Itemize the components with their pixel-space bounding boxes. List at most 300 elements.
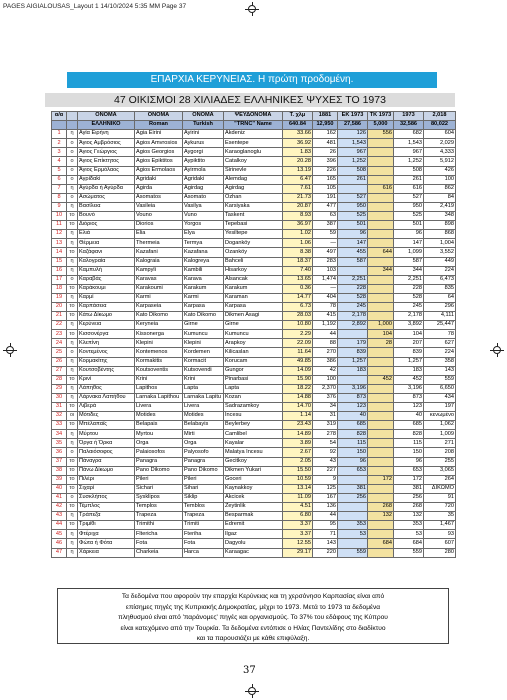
table-cell: 14.77 xyxy=(283,293,313,302)
table-cell: Kutsovendi xyxy=(183,366,224,375)
table-cell: Kilicaslan xyxy=(224,348,283,357)
column-subheader: 640.84 xyxy=(283,121,313,130)
table-cell: Τράπεζα xyxy=(78,512,135,521)
table-cell: Μότιδες xyxy=(78,412,135,421)
table-cell: 245 xyxy=(394,302,424,311)
table-cell xyxy=(368,430,394,439)
table-subheader-row xyxy=(52,121,456,130)
table-cell: 42 xyxy=(52,503,67,512)
table-cell: 8.38 xyxy=(283,248,313,257)
table-cell: 54 xyxy=(313,439,338,448)
table-cell: 319 xyxy=(313,421,338,430)
table-cell: 53 xyxy=(394,530,424,539)
column-header: ΟΝΟΜΑ xyxy=(135,112,183,121)
table-cell: το xyxy=(67,475,78,484)
table-cell: Λάπηθος xyxy=(78,384,135,393)
table-cell: Sadrazamkoy xyxy=(224,403,283,412)
table-cell: 42 xyxy=(313,366,338,375)
table-cell: 11 xyxy=(52,221,67,230)
table-cell: 950 xyxy=(394,202,424,211)
table-cell: Vouno xyxy=(135,212,183,221)
table-row xyxy=(52,212,456,221)
table-cell: 255 xyxy=(424,457,456,466)
table-cell: η xyxy=(67,393,78,402)
table-cell: Vuno xyxy=(183,212,224,221)
table-cell: Τριμίθι xyxy=(78,521,135,530)
table-cell: 278 xyxy=(313,430,338,439)
table-row xyxy=(52,421,456,430)
table-cell: — xyxy=(313,239,338,248)
table-cell: η xyxy=(67,230,78,239)
table-row xyxy=(52,530,456,539)
table-cell: Καζάφανι xyxy=(78,248,135,257)
table-cell: Klepini xyxy=(183,339,224,348)
table-cell: η xyxy=(67,530,78,539)
table-cell: Kato Dikomo xyxy=(135,312,183,321)
table-cell: Yorgos xyxy=(183,221,224,230)
table-cell: το xyxy=(67,466,78,475)
table-cell: 15.50 xyxy=(283,466,313,475)
table-cell: 3,892 xyxy=(394,321,424,330)
table-row xyxy=(52,448,456,457)
table-cell: 13 xyxy=(52,239,67,248)
table-cell: 6 xyxy=(52,175,67,184)
table-cell: Larnaka Lapitu xyxy=(183,393,224,402)
table-row xyxy=(52,375,456,384)
table-cell: 22.09 xyxy=(283,339,313,348)
table-cell: το xyxy=(67,212,78,221)
table-cell: Trimiti xyxy=(183,521,224,530)
table-cell: 2.05 xyxy=(283,457,313,466)
table-cell: ο xyxy=(67,493,78,502)
table-cell: Asomatos xyxy=(135,193,183,202)
table-cell: Lapithos xyxy=(135,384,183,393)
table-cell: 376 xyxy=(313,393,338,402)
table-cell: 1,252 xyxy=(338,157,368,166)
table-cell: 33 xyxy=(52,421,67,430)
table-cell: 1,474 xyxy=(313,275,338,284)
table-cell: 28.03 xyxy=(283,312,313,321)
table-cell: Akdeniz xyxy=(224,130,283,139)
table-cell: 967 xyxy=(338,148,368,157)
table-cell: 7.40 xyxy=(283,266,313,275)
table-cell: 125 xyxy=(313,484,338,493)
table-cell: 167 xyxy=(313,493,338,502)
table-cell: Dagyolu xyxy=(224,539,283,548)
table-cell: 3.37 xyxy=(283,521,313,530)
table-cell: Συσκλήπος xyxy=(78,493,135,502)
table-cell: κενωμένο xyxy=(424,412,456,421)
column-subheader xyxy=(52,121,67,130)
table-cell: η xyxy=(67,184,78,193)
table-cell: Myrtou xyxy=(135,430,183,439)
table-cell: Karaagac xyxy=(224,548,283,557)
table-cell: 898 xyxy=(424,221,456,230)
table-row xyxy=(52,548,456,557)
table-cell: Larnaka Lapithou xyxy=(135,393,183,402)
table-cell: 40 xyxy=(52,484,67,493)
table-cell: Kazafani xyxy=(135,248,183,257)
table-cell: 43 xyxy=(52,512,67,521)
table-cell: 261 xyxy=(338,175,368,184)
table-cell: Άγιος Επίκτητος xyxy=(78,157,135,166)
table-cell: 381 xyxy=(338,484,368,493)
table-cell: Sichari xyxy=(135,484,183,493)
table-cell: το xyxy=(67,221,78,230)
table-cell: Klepini xyxy=(135,339,183,348)
column-subheader: 27,586 xyxy=(338,121,368,130)
table-cell: Bahceli xyxy=(224,257,283,266)
table-cell: Κερύνεια xyxy=(78,321,135,330)
table-cell: Ελιά xyxy=(78,230,135,239)
table-cell: Kalograia xyxy=(135,257,183,266)
table-cell: Καραβάς xyxy=(78,275,135,284)
table-cell: 14 xyxy=(52,248,67,257)
table-cell: 220 xyxy=(313,548,338,557)
table-cell: Panagra xyxy=(135,457,183,466)
table-cell: Kalogreya xyxy=(183,257,224,266)
table-cell: 3.37 xyxy=(283,530,313,539)
table-cell: 27 xyxy=(52,366,67,375)
table-cell: Kissonerga xyxy=(135,330,183,339)
table-cell: 404 xyxy=(313,293,338,302)
table-cell: 16 xyxy=(52,266,67,275)
table-row xyxy=(52,230,456,239)
table-row xyxy=(52,512,456,521)
table-cell: 4,333 xyxy=(424,148,456,157)
table-cell: 15 xyxy=(52,257,67,266)
table-cell: 525 xyxy=(394,212,424,221)
table-cell: 434 xyxy=(424,393,456,402)
table-cell: Kazafana xyxy=(183,248,224,257)
table-cell: 19 xyxy=(52,293,67,302)
table-cell: 5 xyxy=(52,166,67,175)
table-cell: 873 xyxy=(394,393,424,402)
table-cell: Πιλέρι xyxy=(78,475,135,484)
table-cell: 1.83 xyxy=(283,148,313,157)
table-cell: 115 xyxy=(394,439,424,448)
table-row xyxy=(52,539,456,548)
table-cell: 2,178 xyxy=(338,312,368,321)
table-cell: 96 xyxy=(394,230,424,239)
column-subheader: Turkish xyxy=(183,121,224,130)
table-cell: 31 xyxy=(52,403,67,412)
table-cell: Φώτα ή Φότα xyxy=(78,539,135,548)
table-cell: 227 xyxy=(313,466,338,475)
footnote-box xyxy=(57,588,449,644)
table-row xyxy=(52,321,456,330)
table-cell: Malatya Incesu xyxy=(224,448,283,457)
table-cell: Koutsoventis xyxy=(135,366,183,375)
table-cell: Elia xyxy=(135,230,183,239)
table-cell: Kormacit xyxy=(183,357,224,366)
table-cell: Goceri xyxy=(224,475,283,484)
table-row xyxy=(52,257,456,266)
table-cell: 172 xyxy=(368,475,394,484)
table-cell: 415 xyxy=(313,312,338,321)
table-cell: Ozanköy xyxy=(224,248,283,257)
table-row xyxy=(52,248,456,257)
table-cell: 10 xyxy=(52,212,67,221)
table-cell: 84 xyxy=(424,193,456,202)
table-cell: 40 xyxy=(338,412,368,421)
table-cell: 6.47 xyxy=(283,175,313,184)
table-cell: 78 xyxy=(313,302,338,311)
table-cell xyxy=(368,484,394,493)
table-cell: 147 xyxy=(394,239,424,248)
table-cell: 270 xyxy=(313,348,338,357)
table-cell: 104 xyxy=(394,330,424,339)
table-cell: 183 xyxy=(394,366,424,375)
table-cell: 3,552 xyxy=(424,248,456,257)
table-cell: 6,473 xyxy=(424,275,456,284)
table-cell: το xyxy=(67,312,78,321)
table-row xyxy=(52,393,456,402)
table-cell: 2,370 xyxy=(313,384,338,393)
table-row xyxy=(52,348,456,357)
table-cell: Κισσονέργα xyxy=(78,330,135,339)
table-row xyxy=(52,384,456,393)
table-cell: 38 xyxy=(52,466,67,475)
table-cell: Motides xyxy=(135,412,183,421)
table-cell: Besparmak xyxy=(224,512,283,521)
table-cell xyxy=(368,175,394,184)
table-row xyxy=(52,503,456,512)
table-cell: 873 xyxy=(338,393,368,402)
table-cell: Karava xyxy=(183,275,224,284)
table-cell: 720 xyxy=(424,503,456,512)
table-cell: Λάρνακα Λαπήθου xyxy=(78,393,135,402)
table-cell: 123 xyxy=(338,403,368,412)
table-cell: Fota xyxy=(135,539,183,548)
table-cell: 559 xyxy=(338,548,368,557)
table-cell: ο xyxy=(67,175,78,184)
table-cell: 2,178 xyxy=(394,312,424,321)
table-cell: το xyxy=(67,521,78,530)
table-cell: 477 xyxy=(313,202,338,211)
table-cell: Λιβερά xyxy=(78,403,135,412)
table-cell: Pano Dikomo xyxy=(183,466,224,475)
table-cell: 10.80 xyxy=(283,321,313,330)
column-header: ΟΝΟΜΑ xyxy=(183,112,224,121)
table-cell: 4 xyxy=(52,157,67,166)
table-cell: Aypiktito xyxy=(183,157,224,166)
table-cell: Karmi xyxy=(135,293,183,302)
table-cell: 105 xyxy=(313,184,338,193)
table-cell: Kordemen xyxy=(183,348,224,357)
table-cell: Agios Georgios xyxy=(135,148,183,157)
table-cell: 256 xyxy=(394,493,424,502)
column-header xyxy=(67,112,78,121)
table-cell: 21 xyxy=(52,312,67,321)
table-cell: 1,009 xyxy=(424,430,456,439)
table-cell: Agirdag xyxy=(183,184,224,193)
table-cell: 179 xyxy=(338,339,368,348)
table-cell: το xyxy=(67,284,78,293)
table-cell: 358 xyxy=(424,357,456,366)
table-cell: Asomato xyxy=(183,193,224,202)
table-cell: 3,196 xyxy=(394,384,424,393)
table-cell: Άγιος Γεώργιος xyxy=(78,148,135,157)
table-cell: 32 xyxy=(52,412,67,421)
table-cell: το xyxy=(67,421,78,430)
table-cell: Livera xyxy=(183,403,224,412)
table-cell: Φτέριχα xyxy=(78,530,135,539)
table-row xyxy=(52,139,456,148)
table-cell: 207 xyxy=(394,339,424,348)
table-cell: 100 xyxy=(313,375,338,384)
table-cell: 2,892 xyxy=(338,321,368,330)
table-cell: το xyxy=(67,302,78,311)
table-cell: 353 xyxy=(338,521,368,530)
table-cell xyxy=(368,221,394,230)
table-cell: 25 xyxy=(52,348,67,357)
table-cell: 44 xyxy=(52,521,67,530)
table-cell: 653 xyxy=(394,466,424,475)
table-cell: 527 xyxy=(394,193,424,202)
table-cell: Kumuncu xyxy=(183,330,224,339)
column-subheader: "TRNC" Name xyxy=(224,121,283,130)
table-cell: η xyxy=(67,130,78,139)
table-cell xyxy=(368,521,394,530)
table-cell: Agridaki xyxy=(183,175,224,184)
footnote-line: είναι κατεχόμενο από την Τουρκία. Τα δεδομένα εντόπισε ο Ηλίας Παντελίδης στο διαδίκτυο xyxy=(120,624,386,632)
table-row xyxy=(52,521,456,530)
table-cell: 828 xyxy=(394,430,424,439)
table-cell xyxy=(368,257,394,266)
table-cell: 1,257 xyxy=(394,357,424,366)
table-cell: Hisarkoy xyxy=(224,266,283,275)
table-cell: 78 xyxy=(424,330,456,339)
column-header: 1973 xyxy=(394,112,424,121)
column-header: Τ. χλμ xyxy=(283,112,313,121)
table-cell xyxy=(338,503,368,512)
table-cell: Karakoumi xyxy=(135,284,183,293)
table-row xyxy=(52,221,456,230)
table-cell: 296 xyxy=(424,302,456,311)
column-header: ΨΕΥΔΟΝΟΜΑ xyxy=(224,112,283,121)
table-cell: Kato Dikomo xyxy=(183,312,224,321)
column-header: ΤΚ 1973 xyxy=(368,112,394,121)
column-subheader: Roman xyxy=(135,121,183,130)
table-cell: 426 xyxy=(424,166,456,175)
table-cell: Αγρίδαki xyxy=(78,175,135,184)
table-cell: 150 xyxy=(338,448,368,457)
table-cell xyxy=(368,302,394,311)
table-cell: 226 xyxy=(313,166,338,175)
table-cell: Yesiltepe xyxy=(224,230,283,239)
table-cell: 123 xyxy=(394,403,424,412)
table-cell: Dikmen Asagi xyxy=(224,312,283,321)
column-header: 1881 xyxy=(313,112,338,121)
table-cell: 452 xyxy=(368,375,394,384)
table-cell: Charkeia xyxy=(135,548,183,557)
table-cell: 47 xyxy=(52,548,67,557)
table-cell: 15.90 xyxy=(283,375,313,384)
table-cell: Τέμπλος xyxy=(78,503,135,512)
table-cell: 950 xyxy=(338,202,368,211)
table-cell: το xyxy=(67,403,78,412)
table-cell: η xyxy=(67,339,78,348)
table-cell: 3,196 xyxy=(338,384,368,393)
table-cell: 44 xyxy=(313,512,338,521)
table-cell: 556 xyxy=(368,130,394,139)
table-cell: Keryneia xyxy=(135,321,183,330)
table-cell xyxy=(368,493,394,502)
table-cell: Motides xyxy=(183,412,224,421)
table-cell xyxy=(368,530,394,539)
table-cell: 104 xyxy=(368,330,394,339)
table-cell: Lapta xyxy=(224,384,283,393)
table-cell: 136 xyxy=(313,503,338,512)
table-cell: 9 xyxy=(313,475,338,484)
column-subheader: ΕΛΛΗΝΙΚΟ xyxy=(78,121,135,130)
table-cell: Aykurus xyxy=(183,139,224,148)
table-cell xyxy=(368,439,394,448)
table-cell: ΔΙΚΩΜΟ xyxy=(424,484,456,493)
table-cell: Όργα ή Όρκα xyxy=(78,439,135,448)
registration-mark-icon xyxy=(245,2,259,16)
table-cell xyxy=(368,403,394,412)
table-cell: 132 xyxy=(368,512,394,521)
table-cell: Agios Ermolaos xyxy=(135,166,183,175)
table-cell: 46 xyxy=(52,539,67,548)
table-cell: Sihari xyxy=(183,484,224,493)
table-cell: 0.36 xyxy=(283,284,313,293)
table-cell: 387 xyxy=(313,221,338,230)
table-cell: 14.70 xyxy=(283,403,313,412)
table-cell: 35 xyxy=(52,439,67,448)
table-row xyxy=(52,302,456,311)
table-cell: 684 xyxy=(394,539,424,548)
table-cell: 2,251 xyxy=(338,275,368,284)
table-cell: Incesu xyxy=(224,412,283,421)
table-cell: 1,543 xyxy=(394,139,424,148)
table-cell: 2 xyxy=(52,139,67,148)
table-cell: η xyxy=(67,384,78,393)
table-cell: 33.66 xyxy=(283,130,313,139)
table-cell: Kumuncu xyxy=(224,330,283,339)
table-cell: 100 xyxy=(424,175,456,184)
table-cell: 18.22 xyxy=(283,384,313,393)
table-cell: 449 xyxy=(424,257,456,266)
table-cell: 150 xyxy=(394,448,424,457)
table-cell: Κλεπίνη xyxy=(78,339,135,348)
table-cell: Palaiosofos xyxy=(135,448,183,457)
table-cell: 1,004 xyxy=(424,239,456,248)
table-cell: 91 xyxy=(424,493,456,502)
table-cell: 25,447 xyxy=(424,321,456,330)
table-cell: 559 xyxy=(424,375,456,384)
table-cell: ο xyxy=(67,448,78,457)
table-cell: Karaman xyxy=(224,293,283,302)
table-cell: 165 xyxy=(313,175,338,184)
table-cell: 17 xyxy=(52,275,67,284)
table-cell xyxy=(368,348,394,357)
table-cell: 63 xyxy=(313,212,338,221)
table-cell: 88 xyxy=(313,339,338,348)
table-cell: 6.73 xyxy=(283,302,313,311)
table-cell: 501 xyxy=(338,221,368,230)
table-cell: Vasilya xyxy=(183,202,224,211)
table-cell: Μπέλαπαϊς xyxy=(78,421,135,430)
table-cell: 245 xyxy=(338,302,368,311)
table-cell: 126 xyxy=(338,130,368,139)
table-cell: 143 xyxy=(424,366,456,375)
table-cell: 1,543 xyxy=(338,139,368,148)
table-cell: Girne xyxy=(224,321,283,330)
print-header: PAGES AIGIALOUSAS_Layout 1 14/10/2024 5:35 MM Page 37 xyxy=(3,3,187,10)
